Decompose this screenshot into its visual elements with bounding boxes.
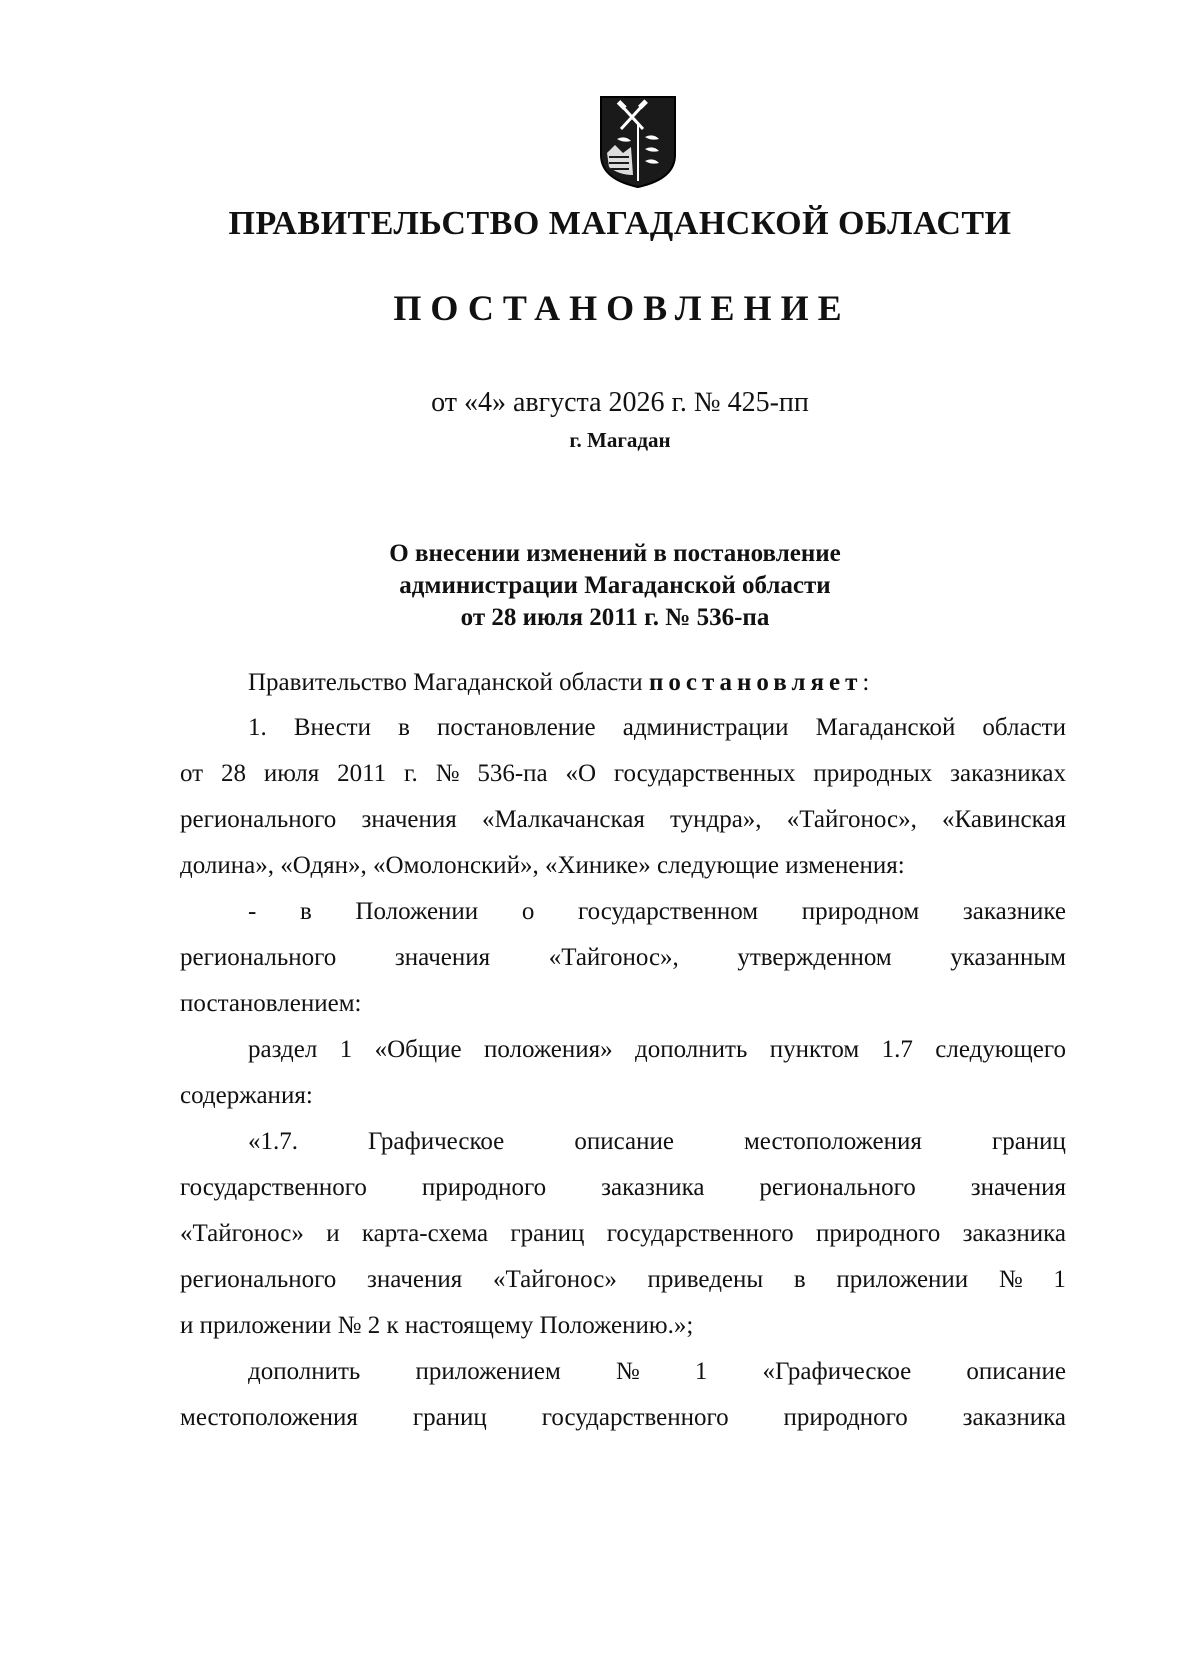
body-word: природного [816, 1220, 941, 1247]
body-word: от [180, 760, 204, 787]
body-word: приложением [415, 1358, 561, 1385]
body-line: постановлением: [180, 990, 362, 1017]
body-word: Внести [293, 714, 371, 741]
body-word: приведены [647, 1266, 764, 1293]
subject-line: администрации Магаданской области [399, 572, 831, 599]
body-line [180, 805, 1066, 835]
body-word: дополнить [248, 1358, 361, 1385]
preamble-start: Правительство Магаданской области [248, 669, 643, 696]
body-word: местоположения [180, 1404, 358, 1431]
body-word: природных [813, 760, 933, 787]
body-word: № [998, 1266, 1023, 1293]
body-word: «1.7. [248, 1128, 298, 1155]
body-word: о [521, 898, 535, 925]
subject-line: от 28 июля 2011 г. № 536-па [460, 604, 770, 631]
body-word: 1 [1053, 1266, 1066, 1293]
body-line [180, 759, 1066, 789]
body-word: «Тайгонос», [548, 944, 679, 971]
body-word: постановление [436, 714, 596, 741]
body-word: регионального [180, 806, 337, 833]
body-word: «Малкачанская [481, 806, 645, 833]
body-word: границ [510, 1220, 585, 1247]
document-city: г. Магадан [569, 428, 671, 452]
body-word: «Кавинская [942, 806, 1066, 833]
body-word: 1 [339, 1036, 353, 1063]
body-word: «Тайгонос», [786, 806, 917, 833]
body-word: июля [263, 760, 320, 787]
body-word: государственного [180, 1174, 367, 1201]
preamble-colon: : [862, 669, 870, 696]
body-word: значения [367, 1266, 463, 1293]
body-word: положения» [483, 1036, 613, 1063]
body-line [180, 1173, 1066, 1203]
body-word: государственного [541, 1404, 729, 1431]
body-line [180, 1219, 1066, 1249]
body-word: заказника [962, 1404, 1066, 1431]
document-subject [0, 538, 1200, 634]
document-type: ПОСТАНОВЛЕНИЕ [393, 288, 851, 328]
body-word: приложении [836, 1266, 969, 1293]
body-line [248, 1127, 1066, 1157]
body-word: и [326, 1220, 340, 1247]
body-word: утвержденном [737, 944, 892, 971]
body-word: в [299, 898, 312, 925]
body-word: «Тайгонос» [180, 1220, 304, 1247]
body-word: регионального [180, 944, 337, 971]
body-word: природном [801, 898, 920, 925]
preamble-verb: постановляет [648, 669, 863, 696]
body-word: № [435, 760, 460, 787]
preamble [248, 668, 1066, 698]
body-word: Положении [355, 898, 479, 925]
body-word: описание [966, 1358, 1066, 1385]
body-word: природного [783, 1404, 908, 1431]
body-word: дополнить [635, 1036, 748, 1063]
body-word: г. [404, 760, 418, 787]
body-word: раздел [248, 1036, 318, 1063]
body-word: «О [565, 760, 597, 787]
body-word: - [248, 898, 257, 925]
body-word: Графическое [368, 1128, 505, 1155]
body-word: «Общие [374, 1036, 462, 1063]
body-word: границ [412, 1404, 487, 1431]
body-word: значения [394, 944, 491, 971]
body-word: границ [991, 1128, 1066, 1155]
body-word: регионального [759, 1174, 916, 1201]
body-word: описание [574, 1128, 674, 1155]
body-word: «Тайгонос» [492, 1266, 617, 1293]
body-word: местоположения [743, 1128, 922, 1155]
body-word: № [615, 1358, 640, 1385]
body-line [180, 1265, 1066, 1295]
body-word: заказника [601, 1174, 705, 1201]
body-word: 2011 [337, 760, 387, 787]
body-word: значения [361, 806, 457, 833]
body-word: Магаданской [815, 714, 956, 741]
body-word: природного [421, 1174, 547, 1201]
body-line [248, 713, 1066, 743]
body-word: заказнике [962, 898, 1066, 925]
body-word: в [793, 1266, 806, 1293]
body-word: следующего [935, 1036, 1066, 1063]
subject-line: О внесении изменений в постановление [389, 540, 841, 567]
body-word: 536-па [477, 760, 548, 787]
body-line [248, 897, 1066, 927]
body-word: значения [970, 1174, 1066, 1201]
body-word: государственном [577, 898, 759, 925]
body-word: государственных [613, 760, 796, 787]
body-line: и приложении № 2 к настоящему Положению.»; [180, 1312, 694, 1339]
body-word: заказника [962, 1220, 1066, 1247]
body-word: карта-схема [361, 1220, 489, 1247]
body-word: в [398, 714, 410, 741]
body-word: области [982, 714, 1066, 741]
body-word: 1.7 [881, 1036, 913, 1063]
body-word: «Графическое [762, 1358, 912, 1385]
body-word: пунктом [769, 1036, 860, 1063]
body-line [180, 943, 1066, 973]
body-line: долина», «Одян», «Омолонский», «Хинике» следующие изменения: [180, 852, 905, 879]
body-line [248, 1035, 1066, 1065]
body-line [248, 1357, 1066, 1387]
body-line [180, 1403, 1066, 1433]
body-word: 1 [694, 1358, 708, 1385]
body-word: заказниках [950, 760, 1066, 787]
body-word: указанным [950, 944, 1066, 971]
body-word: регионального [180, 1266, 337, 1293]
body-line: содержания: [180, 1082, 313, 1109]
body-word: государственного [606, 1220, 794, 1247]
body-word: тундра», [670, 806, 762, 833]
body-word: 28 [220, 760, 246, 787]
document-date-number: от «4» августа 2026 г. № 425-пп [431, 387, 809, 418]
coat-of-arms-icon [599, 95, 677, 189]
body-word: администрации [622, 714, 789, 741]
body-word: 1. [248, 714, 267, 741]
government-title: ПРАВИТЕЛЬСТВО МАГАДАНСКОЙ ОБЛАСТИ [228, 205, 1012, 242]
